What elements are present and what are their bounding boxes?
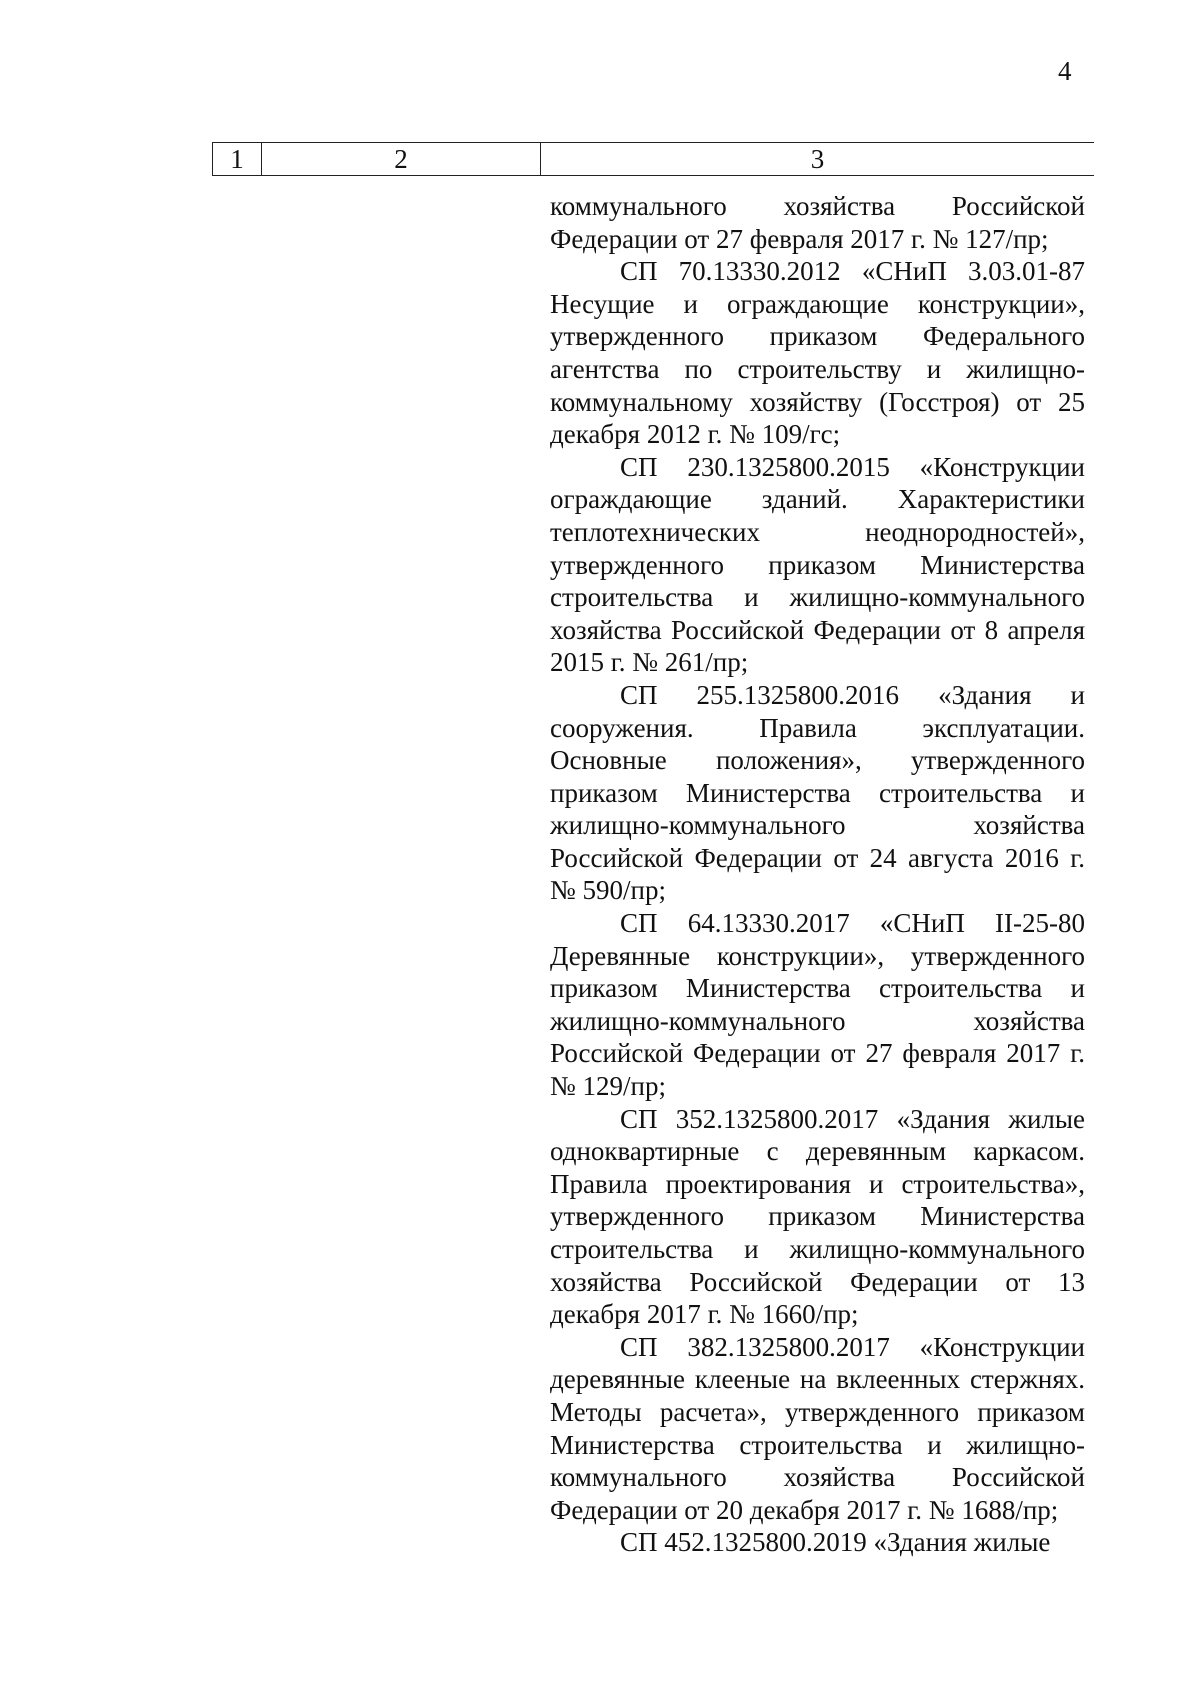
paragraph-sp-382: СП 382.1325800.2017 «Конструкции деревянные клееные на вклеенных стержнях. Методы расчета», утвержденного приказом Министерства строительства и жилищно-коммунального хозяйства Российской Федерации от 20 декабря 2017 г. № 1688/пр;: [550, 1331, 1085, 1525]
paragraph-continuation: коммунального хозяйства Российской Федерации от 27 февраля 2017 г. № 127/пр;: [550, 191, 1085, 254]
page-number: 4: [1058, 56, 1072, 86]
paragraph-sp-352: СП 352.1325800.2017 «Здания жилые одноквартирные с деревянным каркасом. Правила проектирования и строительства», утвержденного приказом Министерства строительства и жилищно-коммунального хозяйства Российской Федерации от 13 декабря 2017 г. № 1660/пр;: [550, 1103, 1085, 1330]
column-1-header: 1: [212, 143, 262, 175]
paragraph-sp-230: СП 230.1325800.2015 «Конструкции ограждающие зданий. Характеристики теплотехнических неоднородностей», утвержденного приказом Министерства строительства и жилищно-коммунального хозяйства Российской Федерации от 8 апреля 2015 г. № 261/пр;: [550, 451, 1085, 678]
table-header: [212, 142, 1094, 176]
paragraph-sp-255: СП 255.1325800.2016 «Здания и сооружения. Правила эксплуатации. Основные положения», утвержденного приказом Министерства строительства и жилищно-коммунального хозяйства Российской Федерации от 24 августа 2016 г. № 590/пр;: [550, 679, 1085, 906]
column-3-header: 3: [810, 144, 825, 174]
paragraph-sp-70: СП 70.13330.2012 «СНиП 3.03.01-87 Несущие и ограждающие конструкции», утвержденного приказом Федерального агентства по строительству и жилищно-коммунальному хозяйству (Госстроя) от 25 декабря 2012 г. № 109/гс;: [550, 256, 1085, 450]
paragraph-sp-64: СП 64.13330.2017 «СНиП II-25-80 Деревянные конструкции», утвержденного приказом Министерства строительства и жилищно-коммунального хозяйства Российской Федерации от 27 февраля 2017 г. № 129/пр;: [550, 908, 1085, 1102]
column-2-header: 2: [262, 143, 541, 175]
paragraph-sp-452: СП 452.1325800.2019 «Здания жилые: [620, 1527, 1051, 1558]
column-3-content: [550, 190, 1085, 1559]
